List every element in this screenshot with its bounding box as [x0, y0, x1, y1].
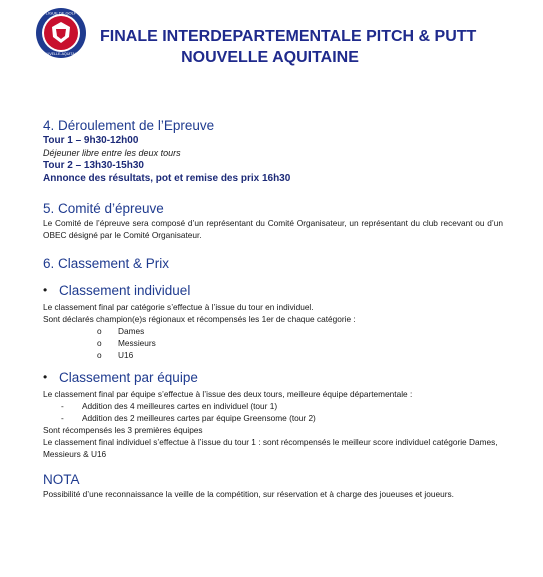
list-item	[43, 325, 503, 337]
individual-text-1: Le classement final par catégorie s’effectue à l’issue du tour en individuel.	[43, 302, 314, 312]
tour-1-time: Tour 1 – 9h30-12h00	[43, 135, 139, 146]
list-item	[43, 412, 503, 424]
nota-text: Possibilité d’une reconnaissance la veille de la compétition, sur réservation et à charge des joueuses et joueurs.	[43, 489, 454, 499]
document-body	[43, 117, 503, 500]
list-item-label: Addition des 4 meilleures cartes en individuel (tour 1)	[82, 401, 278, 411]
list-item	[43, 337, 503, 349]
team-text-1: Le classement final par équipe s’effectue à l’issue des deux tours, meilleure équipe départementale :	[43, 389, 413, 399]
tour-2-time: Tour 2 – 13h30-15h30	[43, 160, 144, 171]
section-4-heading: 4. Déroulement de l’Epreuve	[43, 118, 215, 133]
team-ranking-title: Classement par équipe	[59, 370, 198, 385]
list-item-label: Dames	[118, 326, 145, 336]
svg-text:NOUVELLE-AQUITAINE: NOUVELLE-AQUITAINE	[41, 52, 81, 56]
circle-bullet-icon: o	[97, 338, 102, 348]
team-ranking-heading	[43, 369, 503, 386]
dash-bullet-icon: -	[61, 401, 64, 411]
list-item	[43, 349, 503, 361]
circle-bullet-icon: o	[97, 350, 102, 360]
title-line-1: FINALE INTERDEPARTEMENTALE PITCH & PUTT	[100, 28, 477, 45]
list-item	[43, 400, 503, 412]
svg-text:LIGUE DE GOLF: LIGUE DE GOLF	[45, 10, 77, 16]
individual-text-2: Sont déclarés champion(e)s régionaux et récompensés les 1er de chaque catégorie :	[43, 314, 356, 324]
list-item-label: Messieurs	[118, 338, 156, 348]
individual-ranking-heading	[43, 282, 503, 299]
list-item-label: Addition des 2 meilleures cartes par équipe Greensome (tour 2)	[82, 413, 316, 423]
circle-bullet-icon: o	[97, 326, 102, 336]
section-5-heading: 5. Comité d’épreuve	[43, 201, 164, 216]
bullet-icon: •	[43, 370, 48, 384]
title-line-2: NOUVELLE AQUITAINE	[181, 49, 359, 66]
results-announcement: Annonce des résultats, pot et remise des prix 16h30	[43, 173, 291, 184]
individual-ranking-title: Classement individuel	[59, 283, 191, 298]
list-item-label: U16	[118, 350, 134, 360]
nota-heading: NOTA	[43, 472, 80, 487]
section-6-heading: 6. Classement & Prix	[43, 256, 170, 271]
team-text-3: Le classement final individuel s’effectue à l’issue du tour 1 : sont récompensés le meilleur score individuel catégorie Dames, Messieurs & U16	[43, 437, 498, 459]
lunch-note: Déjeuner libre entre les deux tours	[43, 148, 181, 158]
dash-bullet-icon: -	[61, 413, 64, 423]
team-text-2: Sont récompensés les 3 premières équipes	[43, 425, 203, 435]
committee-text: Le Comité de l’épreuve sera composé d’un représentant du Comité Organisateur, un représentant du club recevant ou d’un OBEC désigné par le Comité Organisateur.	[43, 218, 503, 240]
page-title	[100, 26, 477, 68]
bullet-icon: •	[43, 283, 48, 297]
league-logo	[35, 7, 87, 59]
